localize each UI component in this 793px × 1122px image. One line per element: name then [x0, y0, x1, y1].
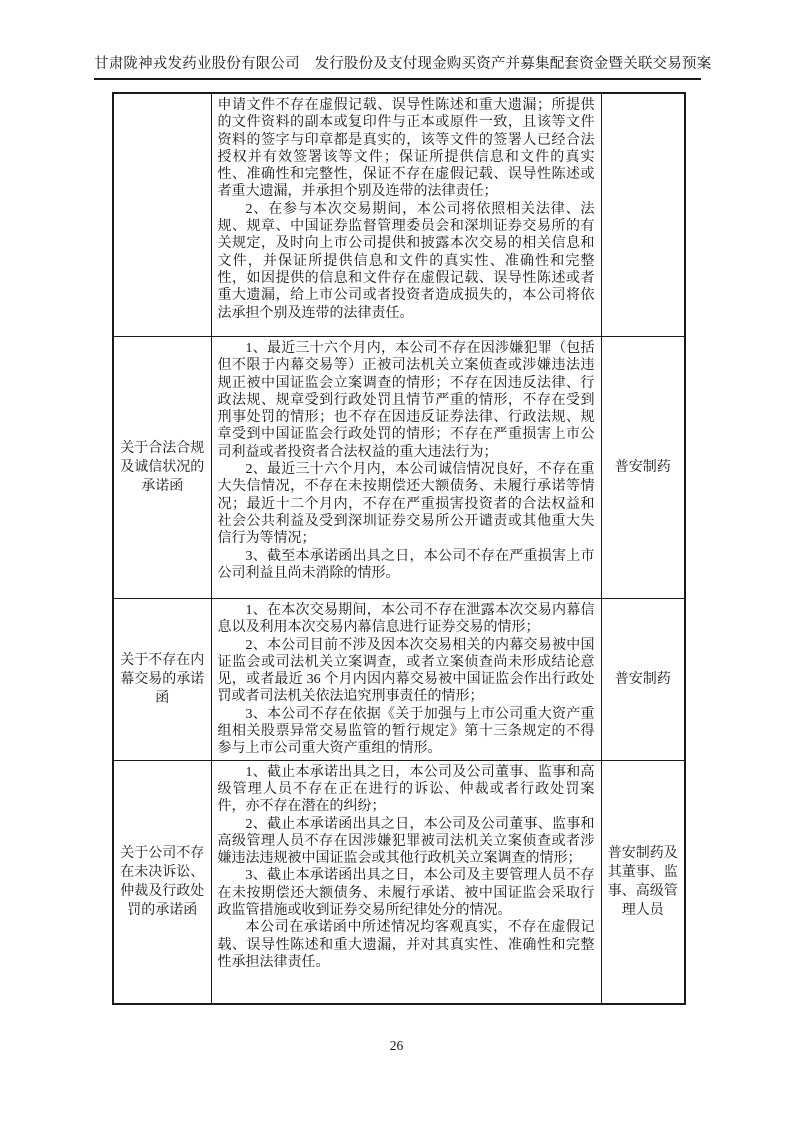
- commitment-content-cell: [211, 599, 601, 761]
- commitment-party-cell: 普安制药: [601, 599, 685, 761]
- commitment-paragraph: 1、最近三十六个月内，本公司不存在因涉嫌犯罪（包括但不限于内幕交易等）正被司法机关立案侦查或涉嫌违法违规正被中国证监会立案调查的情形；不存在因违反法律、行政法规、规章受到行政处罚且情节严重的情形，不存在受到刑事处罚的情形；也不存在因违反证券法律、行政法规、规章受到中国证监会行政处罚的情形；不存在严重损害上市公司利益或者投资者合法权益的重大违法行为；: [217, 341, 595, 460]
- document-header: 甘肃陇神戎发药业股份有限公司 发行股份及支付现金购买资产并募集配套资金暨关联交易预案: [94, 52, 701, 80]
- commitment-paragraph: 1、在本次交易期间，本公司不存在泄露本次交易内幕信息以及利用本次交易内幕信息进行证券交易的情形；: [217, 603, 595, 636]
- commitment-party-cell: [601, 93, 685, 337]
- commitment-paragraph: 申请文件不存在虚假记载、误导性陈述和重大遗漏；所提供的文件资料的副本或复印件与正本或原件一致，且该等文件资料的签字与印章都是真实的，该等文件的签署人已经合法授权并有效签署该等文件；保证所提供信息和文件的真实性、准确性和完整性，保证不存在虚假记载、误导性陈述或者重大遗漏，并承担个别及连带的法律责任；: [217, 98, 595, 200]
- commitment-content-cell: [211, 93, 601, 337]
- table-row-no-insider-trading: [113, 599, 685, 761]
- commitment-paragraph: 本公司在承诺函中所述情况均客观真实，不存在虚假记载、误导性陈述和重大遗漏，并对其真实性、准确性和完整性承担法律责任。: [217, 920, 595, 970]
- commitment-type-cell: 关于合法合规及诚信状况的承诺函: [113, 337, 211, 599]
- commitment-paragraph: 2、本公司目前不涉及因本次交易相关的内幕交易被中国证监会或司法机关立案调查，或者立案侦查尚未形成结论意见，或者最近 36 个月内因内幕交易被中国证监会作出行政处罚或者司法机关依法追究刑事责任的情形；: [217, 637, 595, 705]
- commitment-type-cell: [113, 93, 211, 337]
- commitment-party-cell: 普安制药: [601, 337, 685, 599]
- commitment-party-cell: 普安制药及其董事、监事、高级管理人员: [601, 760, 685, 1004]
- commitment-content-cell: [211, 337, 601, 599]
- commitments-table: [112, 92, 686, 1005]
- commitment-type-cell: 关于公司不存在未决诉讼、仲裁及行政处罚的承诺函: [113, 760, 211, 1004]
- commitment-type-cell: 关于不存在内幕交易的承诺函: [113, 599, 211, 761]
- commitment-paragraph: 1、截止本承诺出具之日，本公司及公司董事、监事和高级管理人员不存在正在进行的诉讼、仲裁或者行政处罚案件，亦不存在潜在的纠纷；: [217, 764, 595, 815]
- table-row-continuation: [113, 93, 685, 337]
- commitment-paragraph: 2、截止本承诺函出具之日，本公司及公司董事、监事和高级管理人员不存在因涉嫌犯罪被司法机关立案侦查或者涉嫌违法违规被中国证监会或其他行政机关立案调查的情形；: [217, 816, 595, 867]
- page-number: 26: [389, 1038, 404, 1053]
- commitment-paragraph: 3、本公司不存在依据《关于加强与上市公司重大资产重组相关股票异常交易监管的暂行规定》第十三条规定的不得参与上市公司重大资产重组的情形。: [217, 706, 595, 757]
- commitment-paragraph: 2、最近三十六个月内，本公司诚信情况良好，不存在重大失信情况，不存在未按期偿还大额债务、未履行承诺等情况；最近十二个月内，不存在严重损害投资者的合法权益和社会公共利益及受到深圳证券交易所公开谴责或其他重大失信行为等情况；: [217, 462, 595, 547]
- commitment-paragraph: 3、截至本承诺函出具之日，本公司不存在严重损害上市公司利益且尚未消除的情形。: [217, 548, 595, 581]
- commitment-content-cell: [211, 760, 601, 1004]
- commitment-paragraph: 2、在参与本次交易期间，本公司将依照相关法律、法规、规章、中国证券监督管理委员会和深圳证券交易所的有关规定，及时向上市公司提供和披露本次交易的相关信息和文件，并保证所提供信息和文件的真实性、准确性和完整性，如因提供的信息和文件存在虚假记载、误导性陈述或者重大遗漏，给上市公司或者投资者造成损失的，本公司将依法承担个别及连带的法律责任。: [217, 201, 595, 321]
- table-row-legal-compliance: [113, 337, 685, 599]
- table-row-no-pending-litigation: [113, 760, 685, 1004]
- commitment-paragraph: 3、截止本承诺函出具之日，本公司及主要管理人员不存在未按期偿还大额债务、未履行承诺、被中国证监会采取行政监管措施或收到证券交易所纪律处分的情况。: [217, 868, 595, 919]
